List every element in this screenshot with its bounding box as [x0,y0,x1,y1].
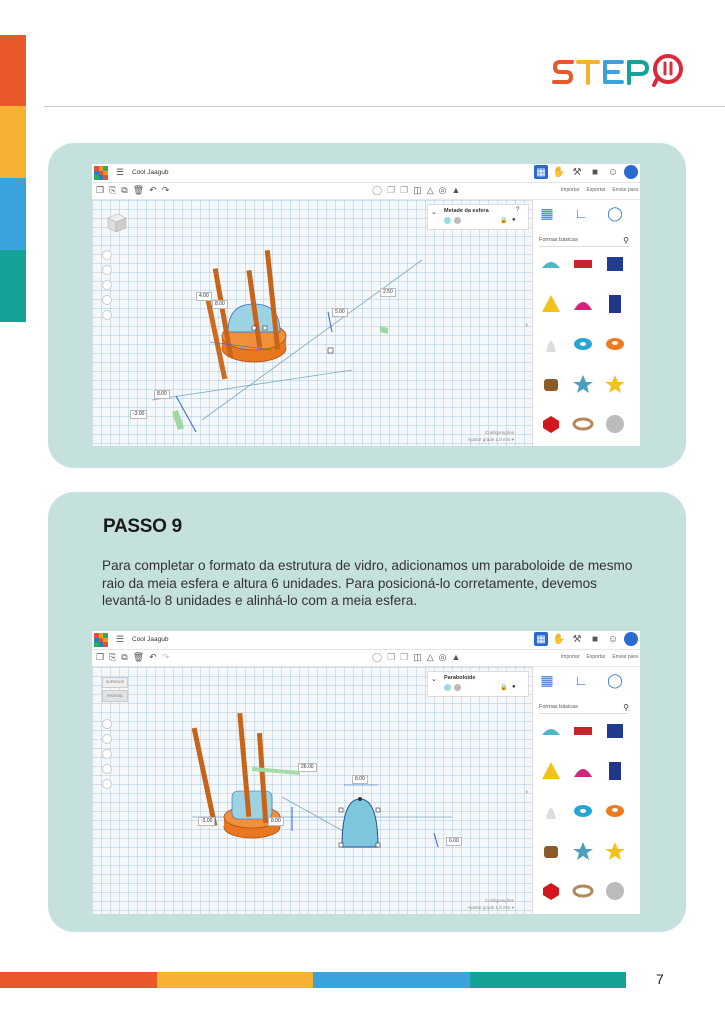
left-bar-yellow [0,106,26,178]
snap-grid-value[interactable]: 1.0 mm [495,437,511,442]
dim-label[interactable]: 8.00 [154,390,170,399]
shape-tile[interactable] [537,797,565,825]
shape-tile[interactable] [537,410,565,438]
shape-tile[interactable] [569,250,597,278]
shapes-panel [532,200,640,446]
hand-icon[interactable]: ✋ [552,633,566,645]
bottom-bar-blue [313,972,470,988]
shape-tile[interactable] [569,757,597,785]
lock-icon[interactable]: 🔒 [500,685,508,691]
copy-icon[interactable]: ❐ [96,185,105,195]
grid-settings: Configurações Ajustar grade 1.0 mm ▾ [467,430,514,442]
cube-face-front[interactable]: FRONTAL [102,690,128,702]
shape-tile[interactable] [537,330,565,358]
search-icon[interactable]: ⚲ [623,235,629,245]
solid-color-swatch[interactable] [444,684,451,691]
add-user-icon[interactable]: ☺ [607,166,619,178]
3d-workplane[interactable] [92,200,532,446]
ungroup-icon[interactable]: ❐ [400,185,409,195]
dim-label[interactable]: 2.50 [380,288,396,297]
notes-icon[interactable]: ◯ [607,671,623,688]
snap-grid-value[interactable]: 1.0 mm [495,905,511,910]
ungroup-icon[interactable]: ❐ [400,652,409,662]
mirror-icon[interactable]: △ [426,652,434,662]
duplicate-icon[interactable]: ⧉ [121,185,128,195]
import-button[interactable]: Importar [560,654,580,660]
shape-tile[interactable] [537,250,565,278]
bottom-bar-orange [0,972,157,988]
briefcase-icon[interactable]: ■ [591,633,599,645]
scene-1 [92,200,532,446]
workplane-icon[interactable]: ▲ [451,652,461,662]
shapes-filter-label: Formas básicas [539,237,578,243]
chevron-down-icon[interactable]: ⌄ [431,209,437,216]
list-icon[interactable]: ☰ [116,634,125,644]
dim-label[interactable]: -3.00 [198,817,215,826]
shape-tile[interactable] [569,717,597,745]
snap-grid-label: Ajustar grade [467,437,495,442]
copy-icon[interactable]: ❐ [96,652,105,662]
dim-label[interactable]: -3.00 [130,410,147,419]
toolbar [92,650,640,667]
tools-icon[interactable]: ⚒ [572,166,582,178]
left-bar-teal [0,250,26,322]
file-name[interactable]: Cool Jaagub [132,636,169,643]
cruise-icon[interactable]: ◎ [438,185,447,195]
paste-icon[interactable]: ⎘ [109,652,117,662]
hole-swatch[interactable] [454,684,461,691]
help-icon[interactable]: ? [516,207,520,213]
list-icon[interactable]: ☰ [116,167,125,177]
inspector-title: Metade da esfera [444,208,489,214]
file-name[interactable]: Cool Jaagub [132,169,169,176]
shape-tile[interactable] [569,330,597,358]
notes-icon[interactable]: ◯ [607,204,623,221]
left-bar-blue [0,178,26,250]
scene-2 [92,667,532,914]
dim-label[interactable]: 6.00 [446,837,462,846]
group-icon[interactable]: ❐ [387,652,396,662]
shapes-filter[interactable] [539,701,629,714]
grid-view-icon[interactable]: ▦ [534,165,548,179]
avatar[interactable] [624,632,638,646]
export-button[interactable]: Exportar [586,187,606,193]
dim-label[interactable]: 8.00 [352,775,368,784]
shape-inspector [427,204,529,230]
left-bar-orange [0,35,26,106]
shape-inspector [427,671,529,697]
duplicate-icon[interactable]: ⧉ [121,652,128,662]
bottom-bar-teal [470,972,626,988]
settings-label[interactable]: Configurações [484,430,514,435]
light-icon[interactable]: ◯ [372,652,383,662]
grid-category-icon[interactable]: ▦ [540,204,554,221]
import-button[interactable]: Importar [560,187,580,193]
tools-icon[interactable]: ⚒ [572,633,582,645]
shapes-filter[interactable] [539,234,629,247]
avatar[interactable] [624,165,638,179]
redo-icon[interactable]: ↷ [161,652,170,662]
shape-tile[interactable] [569,370,597,398]
dim-label[interactable]: 4.00 [196,292,212,301]
shape-tile[interactable] [601,877,629,905]
shape-tile[interactable] [601,717,629,745]
search-icon[interactable]: ⚲ [623,702,629,712]
shapes-panel [532,667,640,914]
snap-grid-label: Ajustar grade [467,905,495,910]
shape-tile[interactable] [537,877,565,905]
inspector-title: Paraboloide [444,675,476,681]
lock-icon[interactable]: 🔒 [500,218,508,224]
shape-tile[interactable] [601,837,629,865]
undo-icon[interactable]: ↶ [149,652,157,662]
title-bar [92,631,640,650]
workplane-icon[interactable]: ▲ [451,185,461,195]
light-bulb-icon[interactable]: ● [512,684,516,690]
shape-tile[interactable] [601,250,629,278]
shape-tile[interactable] [537,757,565,785]
page-number: 7 [656,971,664,987]
tinkercad-logo [94,166,108,180]
panel-collapse-icon[interactable]: › [525,787,528,796]
shape-tile[interactable] [601,410,629,438]
settings-label[interactable]: Configurações [484,898,514,903]
dim-label[interactable]: 26.00 [298,763,317,772]
dim-label[interactable]: 8.00 [212,300,228,309]
export-button[interactable]: Exportar [586,654,606,660]
step-title: PASSO 9 [103,516,182,537]
tinkercad-screenshot-1 [92,164,640,446]
shape-tile[interactable] [601,370,629,398]
shape-tile[interactable] [569,797,597,825]
delete-icon[interactable]: 🗑 [132,652,145,662]
ruler-icon[interactable]: ∟ [574,672,588,688]
tinkercad-logo [94,633,108,647]
cruise-icon[interactable]: ◎ [438,652,447,662]
solid-color-swatch[interactable] [444,217,451,224]
shape-tile[interactable] [569,837,597,865]
toolbar [92,183,640,200]
shape-tile[interactable] [537,290,565,318]
shape-tile[interactable] [537,837,565,865]
group-icon[interactable]: ❐ [387,185,396,195]
shape-tile[interactable] [569,290,597,318]
shape-tile[interactable] [537,370,565,398]
grid-category-icon[interactable]: ▦ [540,671,554,688]
3d-workplane[interactable] [92,667,532,914]
light-bulb-icon[interactable]: ● [512,217,516,223]
bottom-bar-yellow [157,972,313,988]
shape-grid [537,250,629,446]
chevron-down-icon[interactable]: ⌄ [431,676,437,683]
align-icon[interactable]: ◫ [413,652,422,662]
shape-tile[interactable] [569,877,597,905]
hole-swatch[interactable] [454,217,461,224]
header-divider [44,106,725,107]
add-user-icon[interactable]: ☺ [607,633,619,645]
briefcase-icon[interactable]: ■ [591,166,599,178]
cube-face-top[interactable]: SUPERIOR [102,677,128,688]
align-icon[interactable]: ◫ [413,185,422,195]
grid-settings: Configurações Ajustar grade 1.0 mm ▾ [467,898,514,910]
shape-tile[interactable] [601,797,629,825]
shape-tile[interactable] [601,757,629,785]
shape-tile[interactable] [537,717,565,745]
shape-tile[interactable] [601,330,629,358]
panel-collapse-icon[interactable]: › [525,320,528,329]
shape-tile[interactable] [601,290,629,318]
grid-view-icon[interactable]: ▦ [534,632,548,646]
dim-label[interactable]: 5.00 [332,308,348,317]
light-icon[interactable]: ◯ [372,185,383,195]
mirror-icon[interactable]: △ [426,185,434,195]
ruler-icon[interactable]: ∟ [574,205,588,221]
hand-icon[interactable]: ✋ [552,166,566,178]
shapes-filter-label: Formas básicas [539,704,578,710]
delete-icon[interactable]: 🗑 [132,185,145,195]
dim-label[interactable]: 8.00 [268,817,284,826]
paste-icon[interactable]: ⎘ [109,185,117,195]
step-logo [552,50,687,94]
send-to-button[interactable]: Enviar para [612,187,638,193]
step-description: Para completar o formato da estrutura de vidro, adicionamos um paraboloide de mesmo raio da meia esfera e altura 6 unidades. Para posicioná-lo corretamente, devemos levantá-lo 8 unidades e alinhá-lo com a meia esfera. [102,558,633,608]
undo-icon[interactable]: ↶ [149,185,157,195]
send-to-button[interactable]: Enviar para [612,654,638,660]
shape-grid [537,717,629,914]
shape-tile[interactable] [569,410,597,438]
title-bar [92,164,640,183]
redo-icon[interactable]: ↷ [161,185,170,195]
tinkercad-screenshot-2 [92,631,640,914]
